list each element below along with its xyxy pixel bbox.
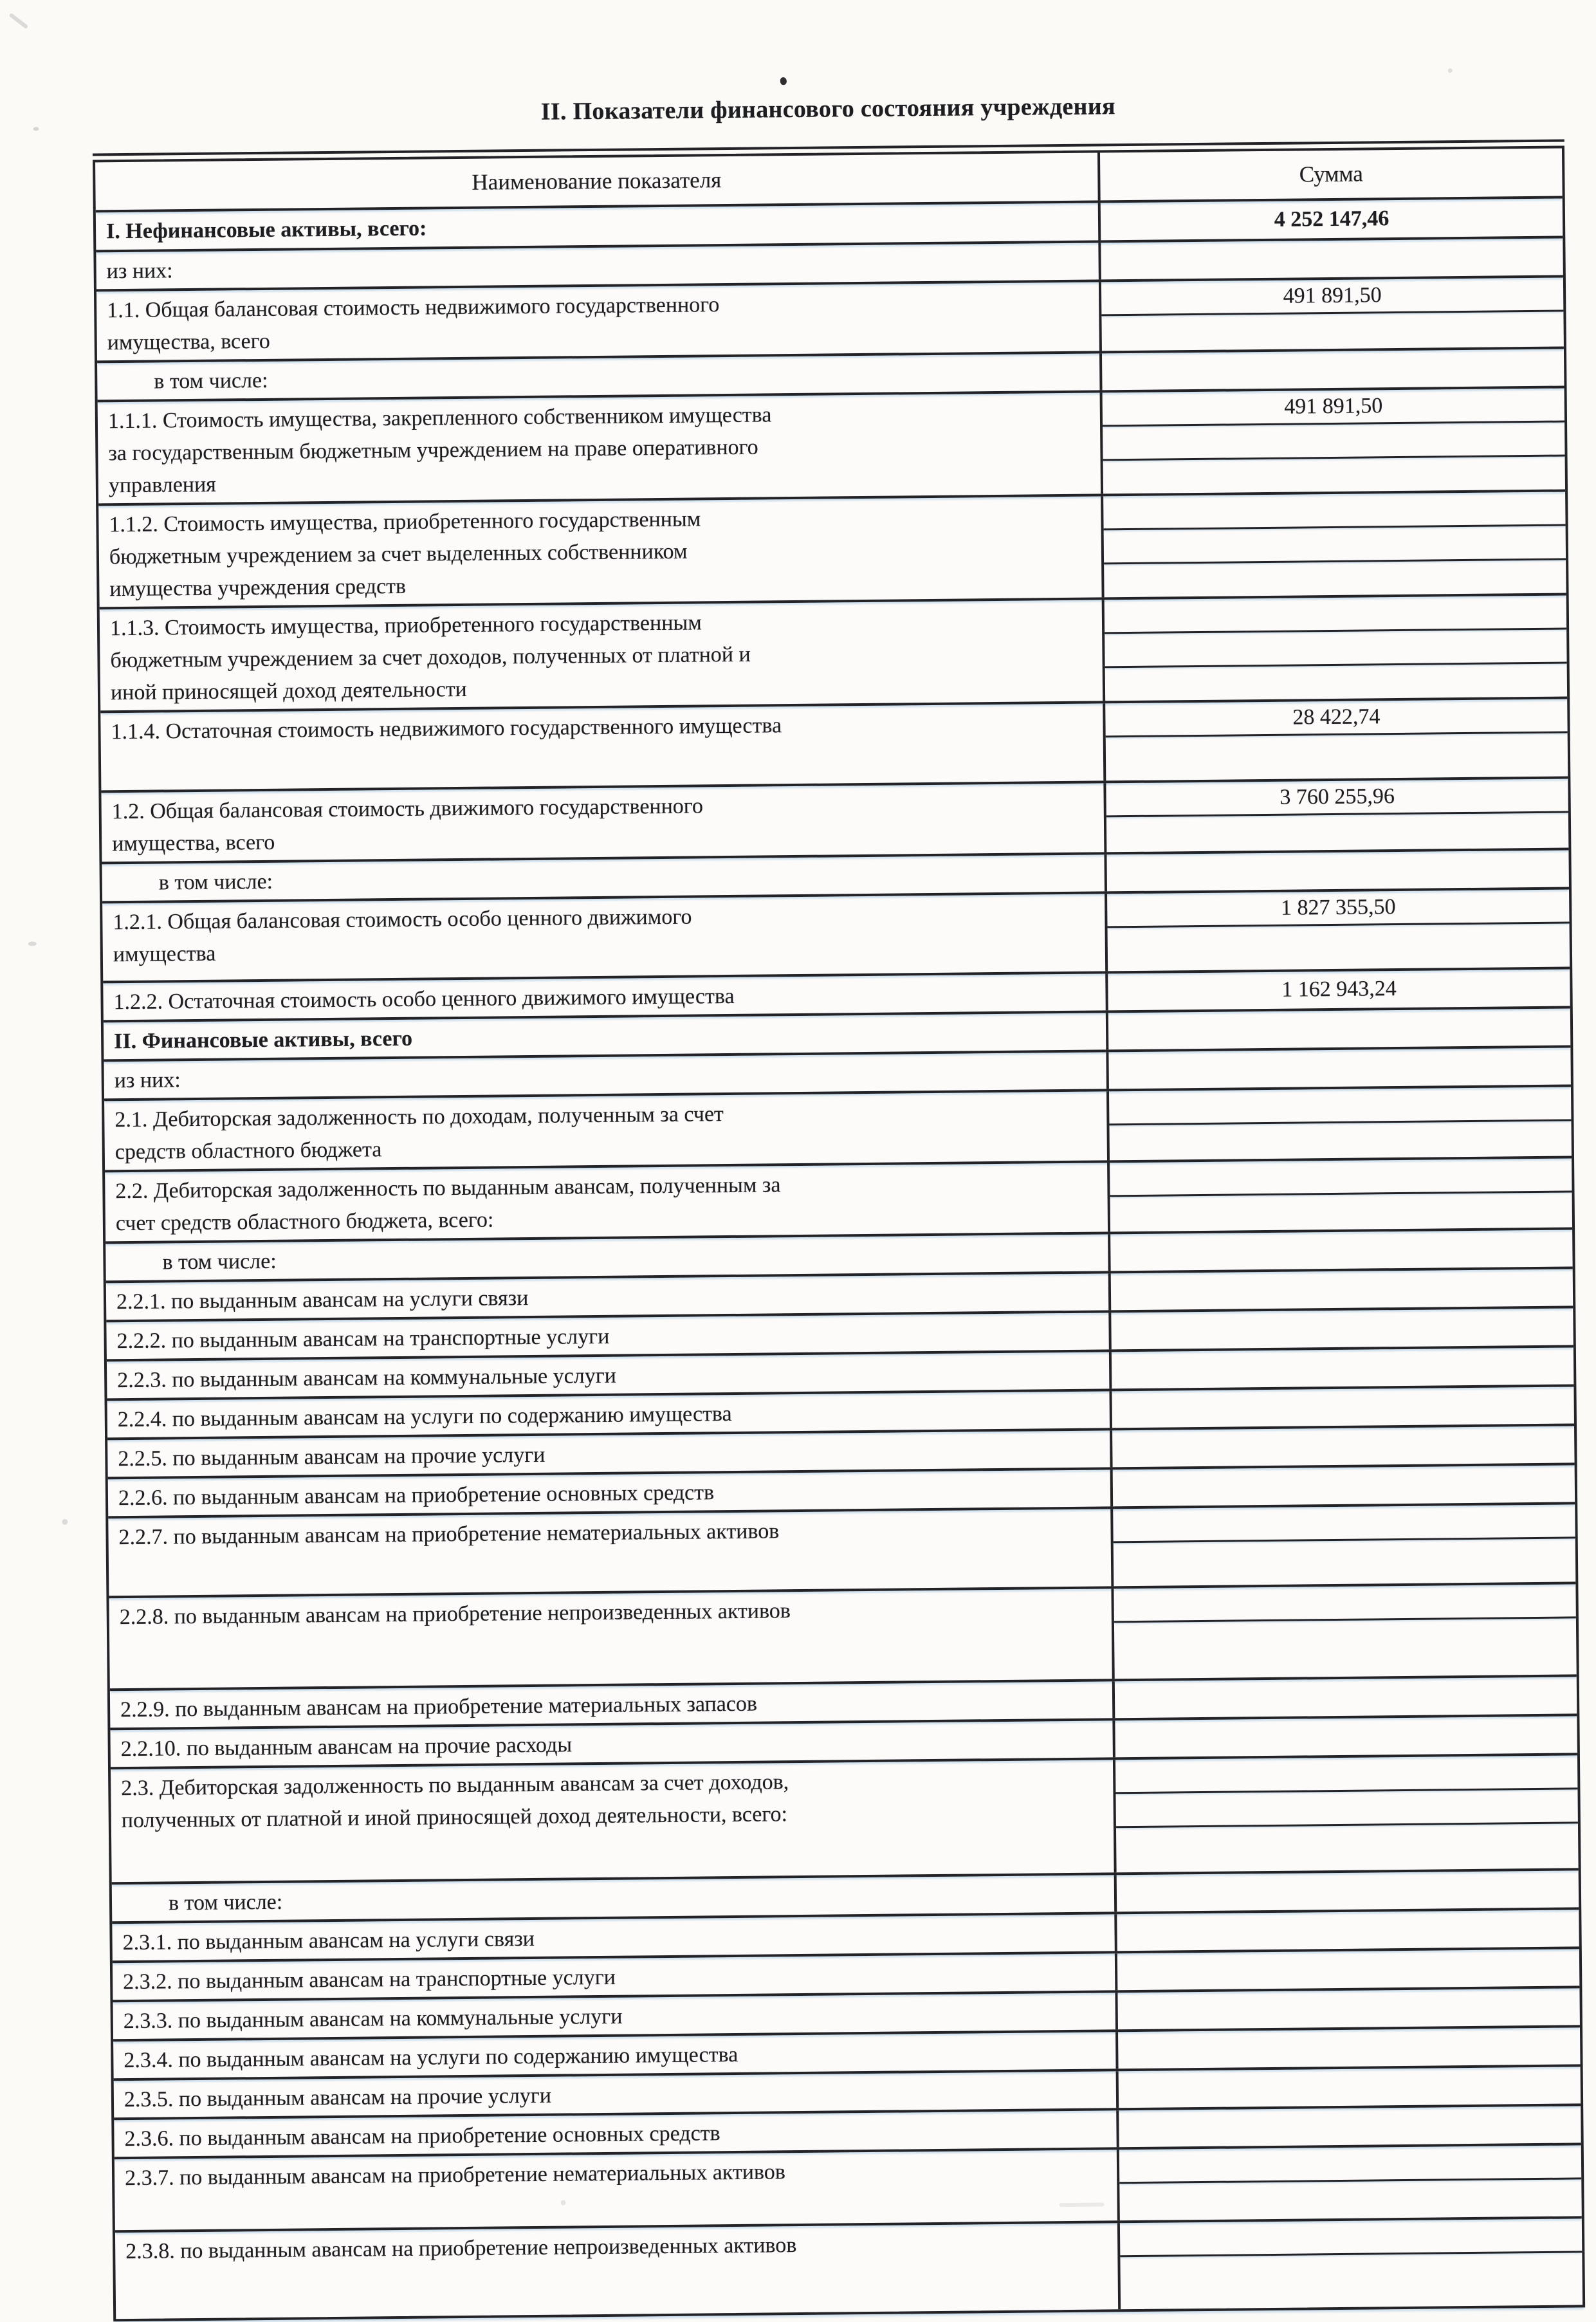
table-row <box>111 1755 1579 1884</box>
table-row <box>101 779 1568 864</box>
amount-segment <box>1108 1008 1571 1049</box>
row-amount-cell <box>1112 1677 1577 1718</box>
amount-value: 3 760 255,96 <box>1106 779 1568 817</box>
row-name-line: иной приносящей доход деятельности <box>110 677 467 705</box>
row-amount-cell <box>1116 2067 1581 2108</box>
amount-segment <box>1103 422 1564 461</box>
row-amount-cell <box>1108 1269 1573 1310</box>
amount-segment <box>1120 2253 1582 2309</box>
amount-segment <box>1105 663 1567 701</box>
amount-segment <box>1110 1230 1573 1271</box>
row-name-cell <box>109 1589 1112 1688</box>
amount-segment <box>1115 1677 1577 1718</box>
row-name-line: 1.1.1. Стоимость имущества, закрепленного собственником имущества <box>107 402 772 433</box>
amount-segment <box>1115 1789 1577 1828</box>
row-amount-cell <box>1110 1465 1575 1506</box>
table-row <box>96 277 1564 363</box>
amount-segment <box>1111 1308 1573 1349</box>
financial-indicators-table <box>93 145 1585 2321</box>
row-name-line: 2.2.7. по выданным авансам на приобретение нематериальных активов <box>118 1518 780 1549</box>
amount-segment <box>1119 2106 1581 2147</box>
row-amount-cell <box>1112 1716 1577 1757</box>
scan-speck <box>1448 68 1453 73</box>
row-name-line: 2.2.9. по выданным авансам на приобретение материальных запасов <box>120 1691 758 1722</box>
row-name-line: 2.2.4. по выданным авансам на услуги по содержанию имущества <box>117 1401 732 1432</box>
row-name-line: 2.1. Дебиторская задолженность по доходам, полученным за счет <box>115 1101 724 1132</box>
row-amount-cell <box>1111 1584 1576 1679</box>
amount-segment <box>1105 595 1566 634</box>
amount-segment <box>1108 923 1570 971</box>
row-amount-cell <box>1114 1870 1579 1912</box>
row-amount-cell <box>1116 2106 1581 2147</box>
row-name-line: 2.2. Дебиторская задолженность по выданным авансам, полученным за <box>115 1172 781 1203</box>
row-name-line: счет средств областного бюджета, всего: <box>115 1208 494 1235</box>
table-row <box>98 492 1566 609</box>
amount-segment <box>1109 1087 1571 1125</box>
amount-value: 1 162 943,24 <box>1281 977 1397 1002</box>
amount-segment <box>1101 311 1563 351</box>
row-name-line: 2.3.3. по выданным авансам на коммунальные услуги <box>123 2004 623 2033</box>
row-name-line: 2.2.8. по выданным авансам на приобретение непроизведенных активов <box>119 1598 791 1629</box>
row-name-cell <box>115 2223 1118 2319</box>
table-row <box>115 2145 1582 2233</box>
row-name-line: 2.3.7. по выданным авансам на приобретение нематериальных активов <box>124 2159 786 2190</box>
scan-speck <box>9 13 29 29</box>
row-name-line: 2.3.5. по выданным авансам на прочие услуги <box>124 2083 552 2112</box>
row-name-line: 2.2.10. по выданным авансам на прочие расходы <box>120 1732 573 1761</box>
amount-segment <box>1104 526 1566 564</box>
table-row <box>115 2218 1582 2319</box>
amount-segment <box>1118 2027 1581 2069</box>
row-name-line: в том числе: <box>162 1249 277 1274</box>
row-amount-cell <box>1100 388 1565 493</box>
scan-speck <box>62 1519 68 1525</box>
amount-segment <box>1115 1755 1577 1794</box>
row-name-cell <box>115 2150 1117 2230</box>
row-amount-cell <box>1106 1047 1571 1089</box>
amount-value: 4 252 147,46 <box>1274 206 1390 232</box>
row-name-cell <box>98 496 1101 607</box>
scan-speck <box>28 941 37 946</box>
row-name-line: имущества, всего <box>107 329 270 355</box>
row-name-line: 1.2.2. Остаточная стоимость особо ценного движимого имущества <box>113 984 735 1014</box>
row-name-cell <box>104 1091 1107 1170</box>
scan-speck <box>780 77 787 85</box>
row-amount-cell <box>1103 779 1568 852</box>
amount-segment <box>1115 1716 1577 1757</box>
amount-segment <box>1113 1504 1575 1543</box>
row-name-cell <box>105 1163 1108 1241</box>
row-amount-cell <box>1105 889 1570 971</box>
row-name-line: средств областного бюджета <box>115 1137 382 1164</box>
amount-segment <box>1109 1121 1571 1160</box>
table-row <box>102 889 1570 983</box>
amount-segment <box>1112 1347 1574 1388</box>
row-name-cell <box>101 783 1104 862</box>
row-name-cell <box>111 1760 1114 1882</box>
row-name-line: в том числе: <box>168 1890 283 1915</box>
document-title: II. Показатели финансового состояния учреждения <box>540 93 1116 125</box>
row-name-line: 2.3.4. по выданным авансам на услуги по содержанию имущества <box>124 2042 738 2072</box>
row-amount-cell <box>1117 2218 1582 2309</box>
row-amount-cell <box>1114 1910 1579 1951</box>
amount-segment <box>1105 629 1566 668</box>
row-amount-cell <box>1108 1308 1573 1349</box>
amount-segment <box>1114 1584 1575 1623</box>
amount-value: 491 891,50 <box>1101 277 1563 316</box>
table-row <box>109 1584 1576 1691</box>
column-header-name: Наименование показателя <box>472 167 722 195</box>
row-name-line: имущества, всего <box>112 830 275 856</box>
row-name-line: 1.2.1. Общая балансовая стоимость особо ценного движимого <box>113 905 692 934</box>
row-amount-cell <box>1115 2027 1581 2069</box>
row-name-line: 1.1.4. Остаточная стоимость недвижимого государственного имущества <box>111 713 782 744</box>
row-name-line: 2.2.5. по выданным авансам на прочие услуги <box>118 1442 546 1471</box>
row-name-cell <box>98 392 1101 503</box>
amount-segment <box>1119 2145 1581 2184</box>
row-name-line: полученных от платной и иной приносящей доход деятельности, всего: <box>121 1801 788 1832</box>
row-name-cell <box>100 600 1103 710</box>
table-row <box>100 699 1568 793</box>
row-amount-cell <box>1110 1504 1575 1586</box>
amount-segment <box>1119 2067 1581 2108</box>
amount-segment <box>1110 1192 1572 1231</box>
table-row <box>98 388 1565 506</box>
row-amount-cell <box>1109 1387 1574 1428</box>
amount-segment <box>1103 456 1565 493</box>
row-name-line: 2.2.1. по выданным авансам на услуги связи <box>116 1285 529 1314</box>
row-amount-cell <box>1115 1949 1580 1990</box>
row-name-cell <box>102 894 1105 981</box>
table-row <box>108 1504 1575 1598</box>
amount-segment <box>1106 850 1569 891</box>
row-name-line: 2.3.6. по выданным авансам на приобретение основных средств <box>124 2121 720 2151</box>
row-amount-cell <box>1108 1230 1573 1271</box>
amount-segment <box>1117 1988 1580 2029</box>
row-name-line: 2.3.8. по выданным авансам на приобретение непроизведенных активов <box>125 2233 797 2263</box>
row-amount-cell <box>1104 850 1569 891</box>
row-name-line: 1.1. Общая балансовая стоимость недвижимого государственного <box>107 292 720 322</box>
row-amount-cell <box>1102 595 1567 701</box>
row-amount-cell <box>1098 199 1563 240</box>
row-amount-cell <box>1103 699 1568 780</box>
row-amount-cell <box>1106 1008 1571 1049</box>
row-name-line: за государственным бюджетным учреждением на праве оперативного <box>108 435 758 465</box>
row-name-line: 2.3. Дебиторская задолженность по выданным авансам за счет доходов, <box>121 1769 789 1800</box>
column-header-amount: Сумма <box>1299 161 1364 187</box>
row-name-cell <box>100 703 1103 790</box>
amount-segment <box>1116 1823 1579 1872</box>
row-amount-cell <box>1098 238 1563 279</box>
scan-speck <box>1059 2203 1105 2207</box>
amount-segment <box>1120 2218 1582 2257</box>
amount-segment <box>1106 733 1568 780</box>
scan-speck <box>33 127 39 131</box>
amount-segment <box>1112 1387 1574 1428</box>
row-amount-cell <box>1107 1158 1572 1231</box>
row-amount-cell <box>1105 969 1570 1010</box>
table-row <box>104 1087 1572 1172</box>
row-name-line: имущества учреждения средств <box>109 574 407 601</box>
amount-segment <box>1117 1910 1579 1951</box>
row-name-line: из них: <box>114 1067 181 1092</box>
row-name-line: бюджетным учреждением за счет выделенных собственником <box>109 539 688 569</box>
amount-segment <box>1114 1538 1576 1586</box>
row-name-line: в том числе: <box>158 869 273 895</box>
row-name-line: управления <box>108 472 217 497</box>
amount-segment <box>1111 1269 1573 1310</box>
row-name-line: 1.2. Общая балансовая стоимость движимого государственного <box>111 793 704 824</box>
table-row <box>105 1158 1572 1244</box>
amount-segment <box>1108 1047 1571 1089</box>
row-name-line: 2.3.1. по выданным авансам на услуги связи <box>122 1926 535 1955</box>
amount-segment <box>1114 1618 1577 1679</box>
row-name-line: II. Финансовые активы, всего <box>113 1026 413 1053</box>
table-rows <box>96 199 1582 2319</box>
row-amount-cell <box>1117 2145 1582 2220</box>
row-name-line: 1.1.2. Стоимость имущества, приобретенного государственным <box>109 506 701 537</box>
row-amount-cell <box>1099 277 1564 351</box>
row-name-line: бюджетным учреждением за счет доходов, полученных от платной и <box>110 642 751 672</box>
row-name-line: 2.3.2. по выданным авансам на транспортные услуги <box>123 1965 616 1994</box>
amount-segment <box>1102 349 1564 390</box>
amount-segment <box>1104 560 1566 597</box>
row-name-line: в том числе: <box>154 368 268 394</box>
table-row <box>100 595 1567 713</box>
amount-segment <box>1106 813 1568 852</box>
amount-segment <box>1117 1949 1580 1990</box>
row-name-line: имущества <box>113 941 216 966</box>
amount-segment <box>1117 1870 1579 1912</box>
row-amount-cell <box>1110 1426 1575 1467</box>
amount-value: 491 891,50 <box>1103 388 1564 427</box>
amount-value: 28 422,74 <box>1105 699 1567 737</box>
scan-speck <box>560 2200 565 2206</box>
row-name-line: 1.1.3. Стоимость имущества, приобретенного государственным <box>109 610 702 640</box>
row-name-line: I. Нефинансовые активы, всего: <box>105 216 427 244</box>
row-amount-cell <box>1109 1347 1574 1388</box>
row-name-line: из них: <box>106 258 173 283</box>
row-name-cell <box>96 282 1099 360</box>
amount-segment <box>1119 2179 1582 2220</box>
row-name-line: 2.2.2. по выданным авансам на транспортные услуги <box>116 1324 610 1353</box>
amount-segment <box>1113 1465 1575 1506</box>
row-amount-cell <box>1101 492 1566 597</box>
row-amount-cell <box>1106 1087 1572 1160</box>
row-amount-cell <box>1115 1988 1580 2029</box>
amount-segment <box>1101 238 1563 279</box>
row-amount-cell <box>1099 349 1564 390</box>
row-name-cell <box>108 1509 1111 1596</box>
row-name-line: 2.2.3. по выданным авансам на коммунальные услуги <box>117 1363 617 1392</box>
row-amount-cell <box>1113 1755 1579 1872</box>
amount-value: 1 827 355,50 <box>1107 889 1569 928</box>
amount-segment <box>1110 1158 1572 1197</box>
row-name-line: 2.2.6. по выданным авансам на приобретение основных средств <box>118 1480 715 1510</box>
amount-segment <box>1112 1426 1575 1467</box>
amount-segment <box>1103 492 1565 530</box>
amount-header-cell <box>1097 149 1563 201</box>
